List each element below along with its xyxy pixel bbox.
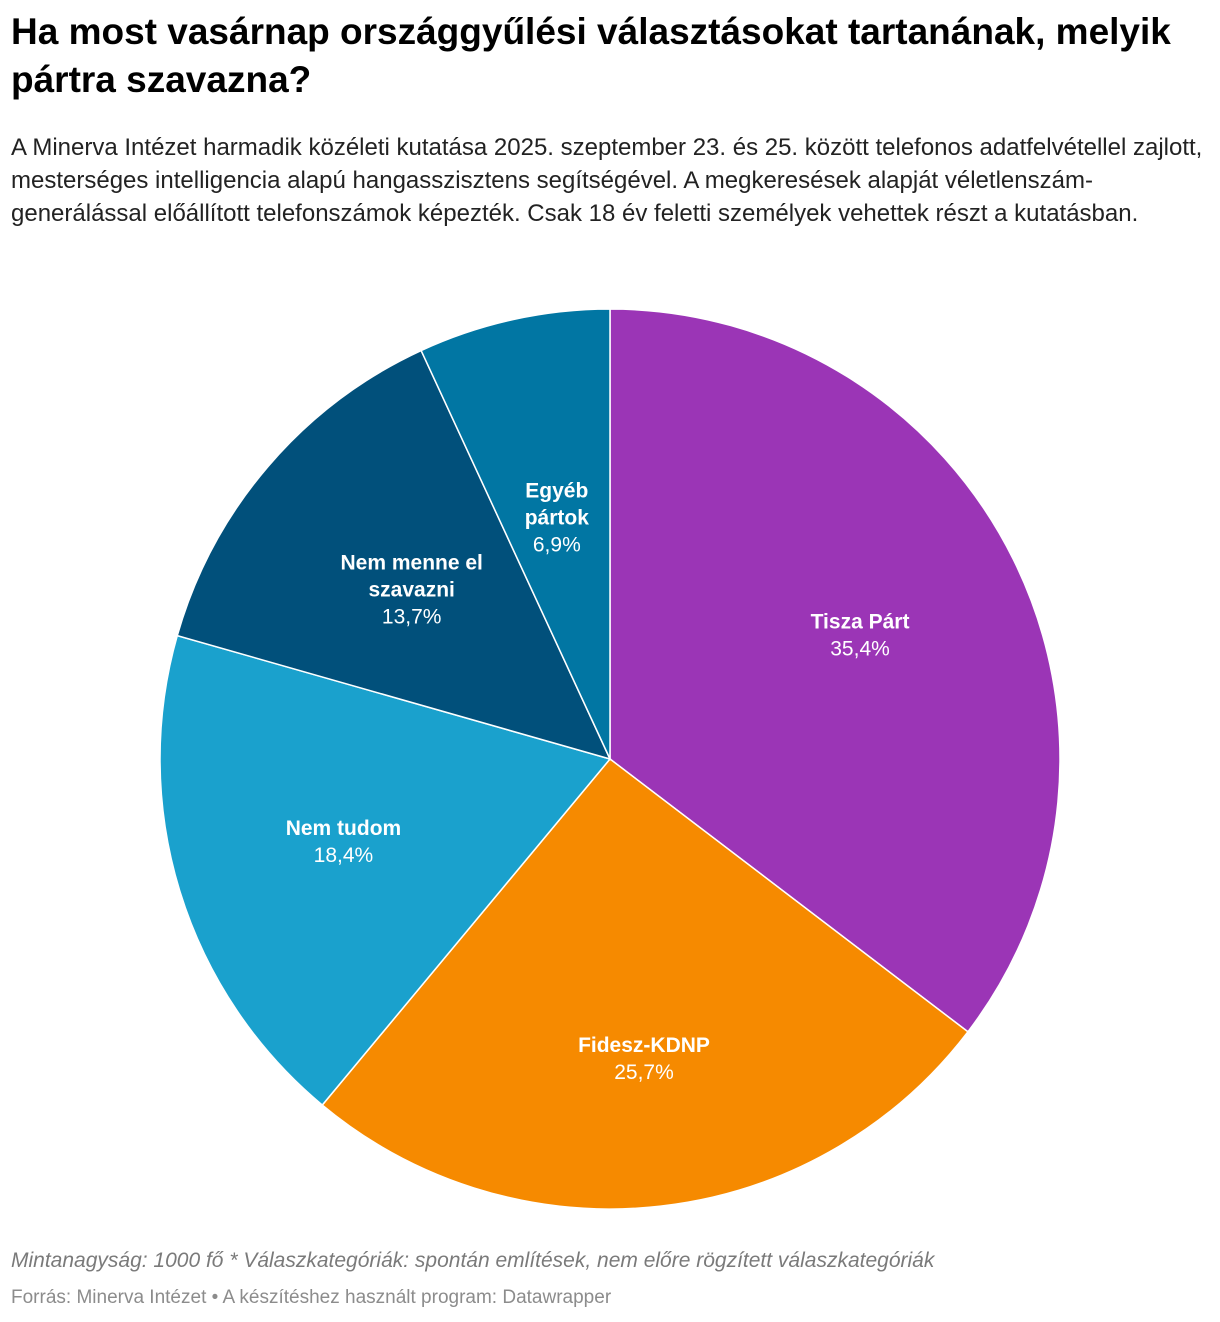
chart-notes: Mintanagyság: 1000 fő * Válaszkategóriák: spontán említések, nem előre rögzített válaszkategóriák <box>11 1249 935 1272</box>
slice-label-egyeb-partok <box>525 479 590 556</box>
slice-label-value: 18,4% <box>313 843 374 867</box>
chart-title: Ha most vasárnap országgyűlési választásokat tartanának, melyik pártra szavazna? <box>11 11 1171 100</box>
slice-label-value: 35,4% <box>830 637 890 661</box>
chart-source: Forrás: Minerva Intézet • A készítéshez használt program: Datawrapper <box>11 1287 612 1308</box>
slice-label-name: Nem tudom <box>285 816 402 840</box>
slice-label-name: pártok <box>524 506 589 530</box>
slice-label-value: 6,9% <box>532 533 581 557</box>
slice-label-name: Egyéb <box>525 479 589 503</box>
pie-chart-svg <box>0 290 1220 1230</box>
slice-label-value: 25,7% <box>614 1061 674 1085</box>
slice-label-value: 13,7% <box>381 605 442 629</box>
slice-label-name: Tisza Párt <box>810 610 910 634</box>
pie-chart <box>0 290 1220 1230</box>
chart-subtitle: A Minerva Intézet harmadik közéleti kutatása 2025. szeptember 23. és 25. között telefonos adatfelvétellel zajlott, mesterséges intelligencia alapú hangasszisztens segítségével. A megkeresések alapját véletlenszám-generálással előállított telefonszámok képezték. Csak 18 év feletti személyek vehettek részt a kutatásban. <box>11 134 1203 227</box>
slice-label-name: Fidesz-KDNP <box>578 1034 710 1058</box>
slice-label-name: Nem menne el <box>340 551 483 575</box>
slice-label-name: szavazni <box>368 578 455 602</box>
